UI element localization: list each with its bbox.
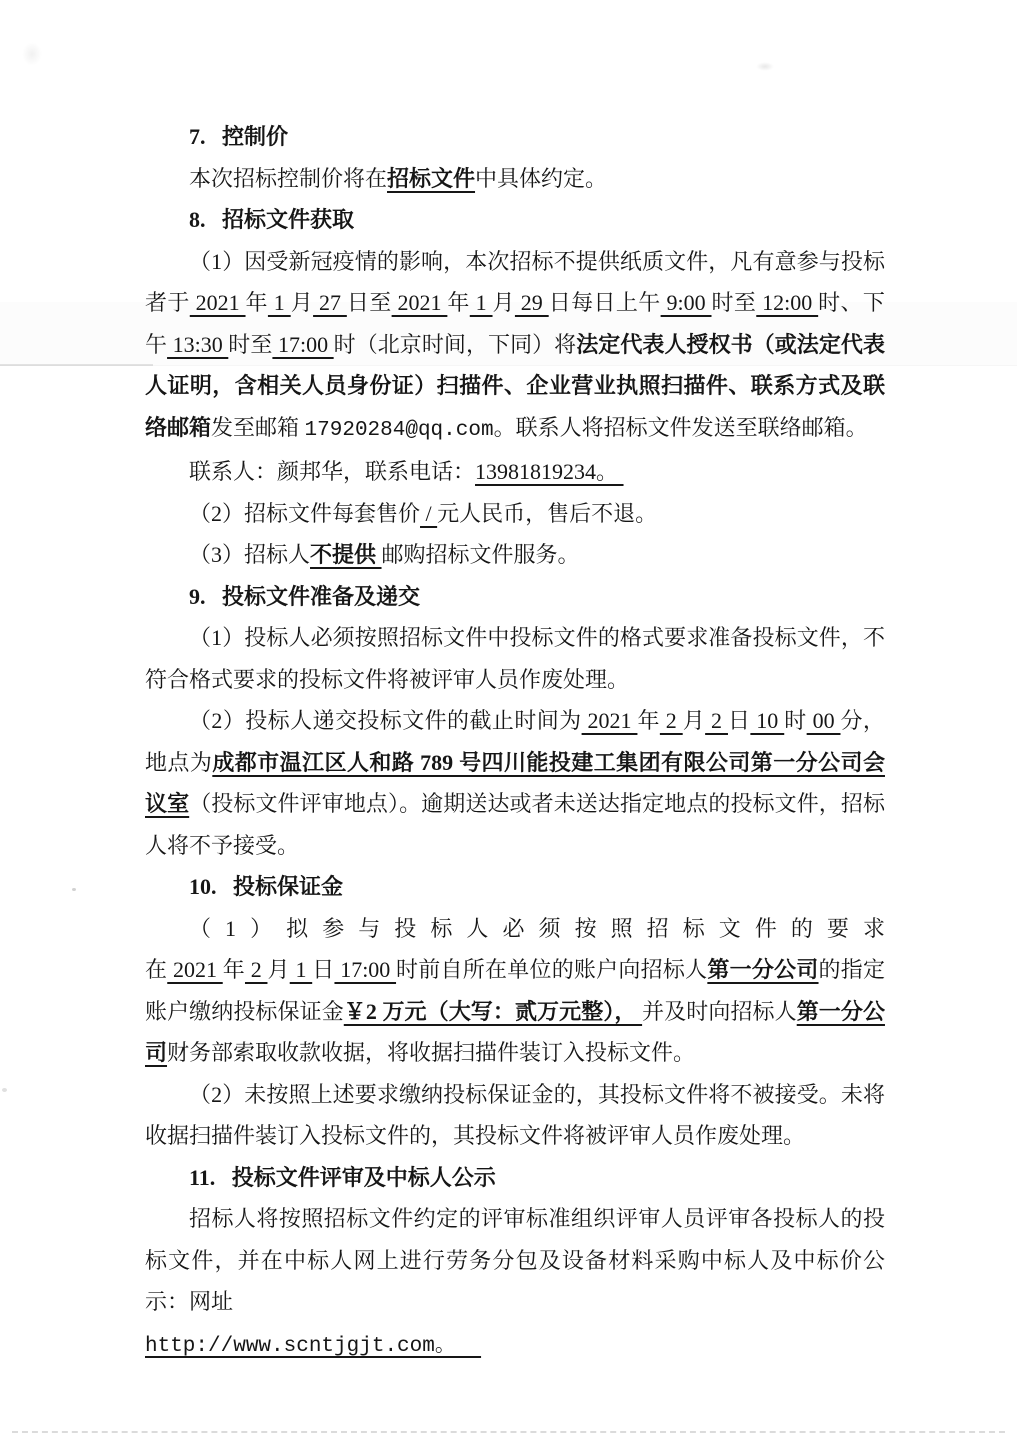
text-run: 不提供	[310, 542, 382, 567]
text-run: 法定代表人授权书（或法定代表人证明，含相关人员身份证）扫描件、企业营业执照扫描件、联系方式及联络邮箱	[145, 331, 885, 440]
text-run: 月	[267, 957, 290, 982]
section-heading-9	[145, 576, 885, 618]
paragraph-11-1	[145, 1198, 885, 1323]
phone-number: 13981819234。	[475, 459, 624, 484]
text-run: 17:00	[272, 331, 334, 357]
paragraph-8-2	[145, 493, 885, 535]
text-run: 2	[244, 957, 268, 982]
text-run: （1）拟参与投标人必须按照招标文件的要求在	[145, 915, 885, 982]
text-run: 联系人：颜邦华，联系电话：	[189, 459, 476, 484]
text-run: 1	[267, 290, 291, 315]
scan-dot-artifact	[72, 888, 76, 891]
text-run: 10. 投标保证金	[189, 874, 344, 899]
paragraph-9-2	[145, 700, 885, 866]
text-run: 29	[514, 290, 549, 315]
text-run: 12:00	[756, 290, 819, 315]
text-run: 的指定账户缴纳投标保证金	[145, 957, 886, 1024]
text-run: /	[420, 500, 438, 526]
scan-smudge-top-right	[756, 62, 774, 71]
section-heading-7	[145, 116, 885, 158]
text-run: （投标文件评审地点）。逾期送达或者未送达指定地点的投标文件，招标人将不予接受。	[145, 791, 885, 858]
text-run: （1）投标人必须按照招标文件中投标文件的格式要求准备投标文件，不符合格式要求的投标文件将被评审人员作废处理。	[145, 625, 885, 692]
text-run: 8. 招标文件获取	[189, 207, 355, 232]
text-run: 2021	[391, 290, 448, 315]
text-run: （2）未按照上述要求缴纳投标保证金的，其投标文件将不被接受。未将收据扫描件装订入投标文件的，其投标文件将被评审人员作废处理。	[145, 1081, 885, 1148]
text-run: 日每日上午	[548, 290, 661, 315]
text-run: 时至	[228, 331, 273, 357]
section-heading-10	[145, 866, 885, 908]
text-run: 发至邮箱	[211, 414, 305, 440]
scan-line-artifact-left	[0, 364, 153, 366]
document-body	[145, 116, 885, 1367]
text-run: 月	[682, 708, 706, 733]
text-run: 月	[492, 290, 515, 315]
paragraph-control-price	[145, 158, 885, 200]
text-run: 中具体约定。	[475, 165, 608, 191]
text-run: 时	[784, 708, 807, 733]
paragraph-contact	[145, 451, 885, 493]
text-run: 年	[447, 290, 470, 315]
text-run: 1	[289, 957, 313, 982]
scan-dot-left-edge	[2, 1088, 7, 1092]
text-run: （2）招标文件每套售价	[189, 500, 421, 526]
text-run: 7. 控制价	[189, 124, 289, 149]
text-run: 11. 投标文件评审及中标人公示	[189, 1164, 496, 1190]
text-run: 时（北京时间，下同）将	[333, 331, 577, 357]
text-run: 月	[290, 290, 314, 315]
text-run: 10	[750, 708, 785, 733]
submission-address: 成都市温江区人和路 789 号四川能投建工集团有限公司第一分公司会议室	[145, 749, 885, 816]
text-run: 并及时向招标人	[642, 998, 797, 1024]
text-run: 时至	[711, 290, 757, 315]
text-run: （2）投标人递交投标文件的截止时间为	[189, 708, 582, 733]
text-run: 9. 投标文件准备及递交	[189, 583, 421, 609]
paragraph-10-1	[145, 908, 885, 1074]
text-run: 日	[727, 708, 751, 733]
text-run: 年	[222, 957, 245, 982]
text-run: 27	[313, 290, 347, 315]
text-run: 财务部索取收款收据，将收据扫描件装订入投标文件。	[167, 1040, 696, 1065]
paragraph-8-1	[145, 241, 885, 452]
text-run: 。联系人将招标文件发送至联络邮箱。	[493, 414, 868, 440]
paragraph-10-2	[145, 1074, 885, 1157]
text-run: 元人民币，售后不退。	[437, 500, 658, 526]
email-address: 17920284@qq.com	[304, 418, 494, 442]
text-run: 日	[312, 957, 335, 982]
text-run: 2021	[189, 290, 246, 315]
section-heading-11	[145, 1157, 885, 1199]
paragraph-8-3	[145, 534, 885, 576]
text-run: 分，地点为	[145, 708, 885, 775]
text-run: 1	[469, 290, 493, 315]
paragraph-9-1	[145, 617, 885, 700]
text-run: （1）因受新冠疫情的影响，本次招标不提供纸质文件，凡有意参与投标者于	[145, 248, 885, 315]
text-run: 时、下午	[145, 290, 885, 357]
text-run: 招标文件	[387, 165, 476, 191]
scan-smudge-top-left	[22, 42, 42, 66]
text-run: 17:00	[334, 957, 397, 982]
text-run: 13:30	[167, 331, 229, 357]
deposit-amount: ￥2 万元（大写：贰万元整），	[343, 998, 643, 1024]
text-run: 年	[245, 290, 268, 315]
text-run: 2021	[581, 708, 638, 733]
paragraph-website	[145, 1323, 885, 1368]
scan-bottom-edge-artifact	[12, 1431, 1005, 1433]
text-run: 招标人将按照招标文件约定的评审标准组织评审人员评审各投标人的投标文件，并在中标人网上进行劳务分包及设备材料采购中标人及中标价公示：网址	[145, 1206, 885, 1314]
text-run: （3）招标人	[189, 542, 311, 567]
text-run: 日至	[346, 290, 392, 315]
text-run: 第一分公司	[707, 957, 819, 982]
text-run: 00	[806, 708, 841, 733]
text-run: 2021	[167, 957, 223, 982]
text-run: 2	[659, 708, 683, 733]
section-heading-8	[145, 199, 885, 241]
website-url: http://www.scntjgjt.com。	[145, 1334, 482, 1358]
text-run: 本次招标控制价将在	[189, 165, 388, 191]
text-run: 第一分公司	[145, 998, 885, 1065]
text-run: 年	[637, 708, 660, 733]
text-run: 时前自所在单位的账户向招标人	[396, 957, 708, 982]
text-run: 邮购招标文件服务。	[381, 542, 580, 567]
text-run: 2	[705, 708, 728, 733]
text-run: 9:00	[660, 290, 712, 315]
